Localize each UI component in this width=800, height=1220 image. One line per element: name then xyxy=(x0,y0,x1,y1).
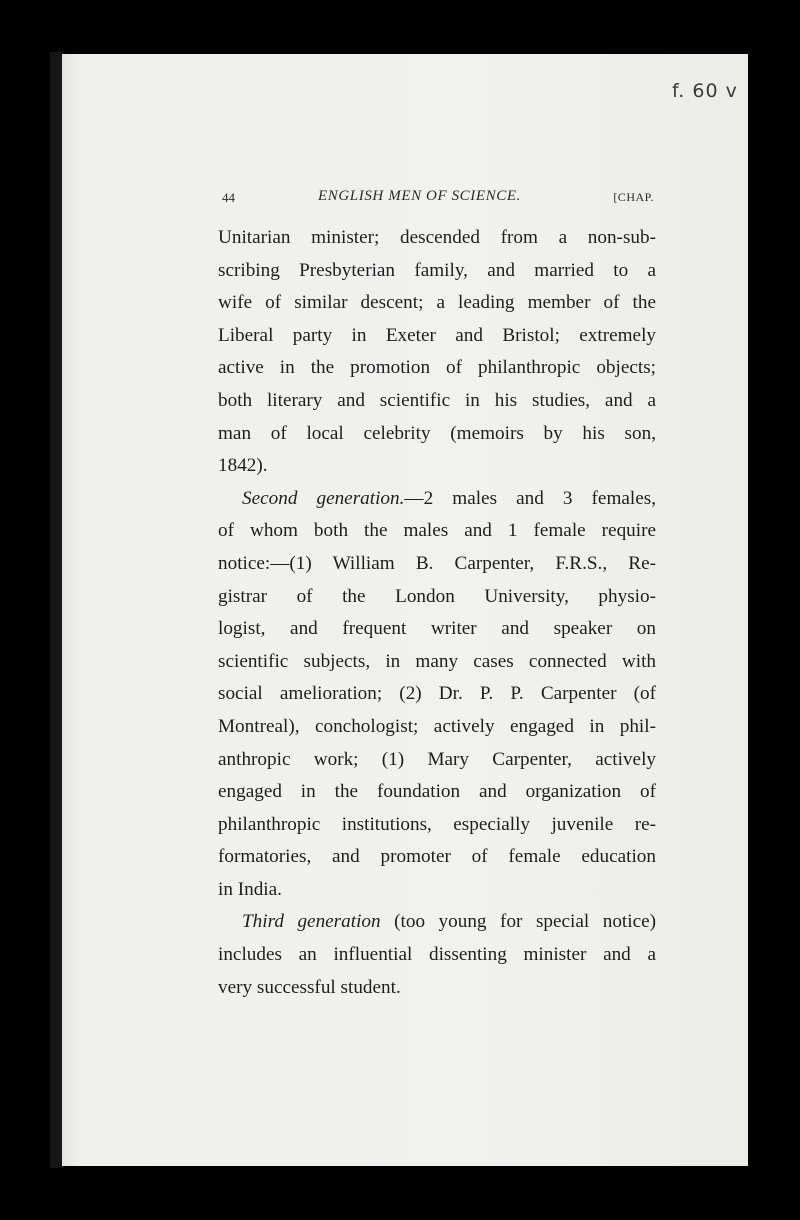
running-header xyxy=(222,188,654,210)
text-line: engaged in the foundation and organization of xyxy=(218,781,656,803)
text-line: 1842). xyxy=(218,455,268,477)
text-line: of whom both the males and 1 female require xyxy=(218,520,656,542)
italic-lead: Third generation xyxy=(242,911,381,933)
paragraph-3 xyxy=(218,906,656,1004)
text-line: Unitarian minister; descended from a non-sub- xyxy=(218,227,656,248)
text-line: active in the promotion of philanthropic objects; xyxy=(218,357,656,379)
text-line: very successful student. xyxy=(218,976,401,998)
page-number: 44 xyxy=(222,190,235,205)
text-line: anthropic work; (1) Mary Carpenter, actively xyxy=(218,748,656,770)
text-line: gistrar of the London University, physio- xyxy=(218,585,656,607)
text-line: formatories, and promoter of female education xyxy=(218,846,656,868)
text-line xyxy=(218,483,656,516)
text-line: philanthropic institutions, especially juvenile re- xyxy=(218,813,656,835)
text-fragment: —2 males and 3 females, xyxy=(404,487,657,509)
text-line: scientific subjects, in many cases connected with xyxy=(218,650,656,672)
text-line: social amelioration; (2) Dr. P. P. Carpenter (of xyxy=(218,683,656,705)
text-line: logist, and frequent writer and speaker on xyxy=(218,618,656,640)
text-line: man of local celebrity (memoirs by his son, xyxy=(218,422,656,444)
paragraph-1 xyxy=(218,222,656,483)
text-line: scribing Presbyterian family, and married to a xyxy=(218,259,656,281)
text-line: both literary and scientific in his studies, and a xyxy=(218,389,656,411)
text-line: wife of similar descent; a leading member of the xyxy=(218,292,656,314)
chapter-marker: [CHAP. xyxy=(613,190,654,204)
paragraph-2 xyxy=(218,483,656,907)
text-line: in India. xyxy=(218,878,282,900)
text-line xyxy=(218,906,656,939)
body-text xyxy=(218,222,656,1004)
running-title: ENGLISH MEN OF SCIENCE. xyxy=(318,188,521,204)
text-line: Montreal), conchologist; actively engaged in phil- xyxy=(218,715,656,737)
text-fragment: (too young for special notice) xyxy=(380,911,657,933)
italic-lead: Second generation. xyxy=(242,487,405,509)
text-line: Liberal party in Exeter and Bristol; extremely xyxy=(218,324,656,346)
text-line: includes an influential dissenting minister and a xyxy=(218,944,656,966)
folio-annotation: f. 60 v xyxy=(672,80,738,102)
text-line: notice:—(1) William B. Carpenter, F.R.S., Re- xyxy=(218,552,656,574)
